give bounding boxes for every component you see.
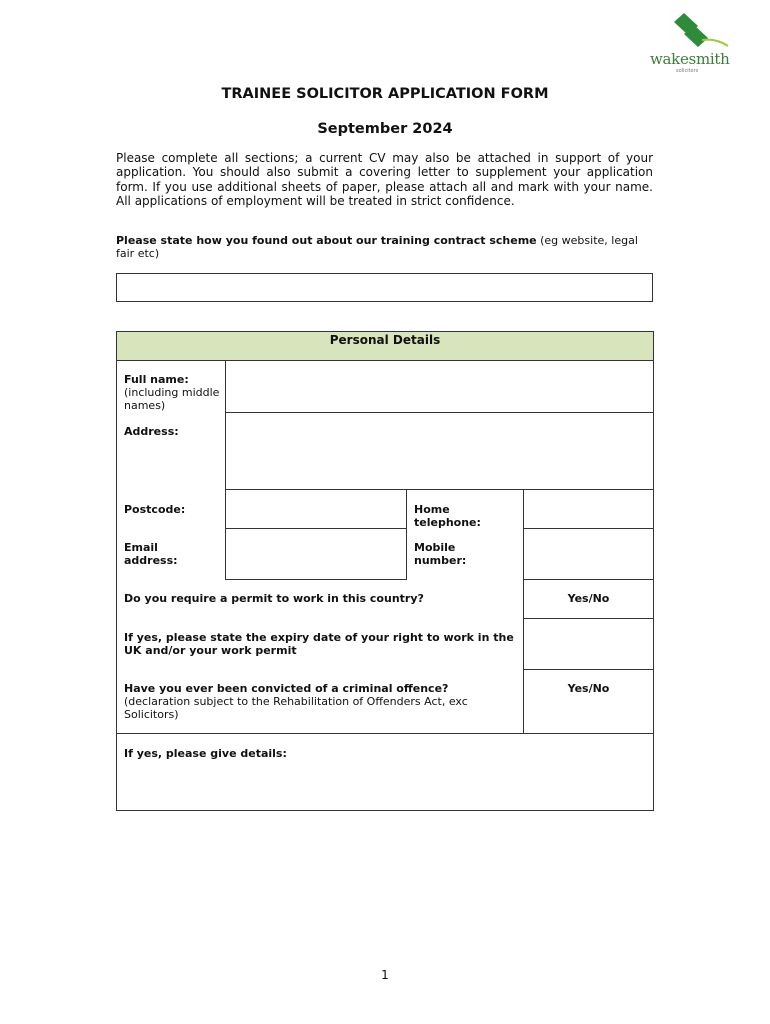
permit-answer	[523, 592, 654, 605]
mobile-field[interactable]	[523, 528, 654, 580]
full-name-hint: (including middle names)	[124, 386, 220, 412]
page-number: 1	[381, 968, 389, 982]
home-telephone-label	[414, 503, 494, 529]
divider	[406, 489, 407, 580]
full-name-label	[124, 373, 220, 412]
details-field[interactable]	[116, 733, 654, 811]
email-label	[124, 541, 194, 567]
permit-question-text: Do you require a permit to work in this country?	[124, 592, 424, 605]
personal-details-title: Personal Details	[329, 333, 441, 347]
logo-subtext: solicitors	[676, 68, 699, 74]
full-name-label-text: Full name:	[124, 373, 189, 386]
email-field[interactable]	[225, 528, 407, 580]
postcode-field[interactable]	[225, 489, 407, 529]
form-subtitle: September 2024	[317, 121, 453, 137]
found-out-hint: (eg website, legal fair etc)	[116, 234, 638, 261]
expiry-question	[124, 631, 516, 657]
email-label-text: Email address:	[124, 541, 178, 567]
address-label-text: Address:	[124, 425, 179, 438]
found-out-field[interactable]	[116, 273, 653, 302]
address-field[interactable]	[225, 412, 654, 490]
postcode-label-text: Postcode:	[124, 503, 186, 516]
found-out-question	[116, 234, 653, 261]
convicted-answer-text: Yes/No	[567, 682, 610, 695]
convicted-answer-cell[interactable]	[523, 669, 654, 734]
convicted-answer	[523, 682, 654, 695]
mobile-label	[414, 541, 484, 567]
convicted-question-text: Have you ever been convicted of a criminal offence?	[124, 682, 449, 695]
permit-answer-text: Yes/No	[567, 592, 610, 605]
home-telephone-field[interactable]	[523, 489, 654, 529]
convicted-hint: (declaration subject to the Rehabilitation of Offenders Act, exc Solicitors)	[124, 695, 468, 721]
expiry-question-text: If yes, please state the expiry date of your right to work in the UK and/or your work permit	[124, 631, 514, 657]
found-out-label: Please state how you found out about our training contract scheme	[116, 234, 537, 247]
permit-question	[124, 592, 424, 605]
intro-paragraph: Please complete all sections; a current CV may also be attached in support of your application. You should also submit a covering letter to supplement your application form. If you use additional sheets of paper, please attach all and mark with your name. All applications of employment will be treated in strict confidence.	[116, 151, 653, 208]
personal-details-header	[116, 331, 654, 361]
full-name-field[interactable]	[225, 360, 654, 413]
address-label	[124, 425, 179, 438]
mobile-label-text: Mobile number:	[414, 541, 467, 567]
expiry-date-field[interactable]	[523, 618, 654, 670]
convicted-question	[124, 682, 516, 721]
home-telephone-label-text: Home telephone:	[414, 503, 481, 529]
logo-text: wakesmith	[650, 50, 730, 68]
details-question-text: If yes, please give details:	[124, 747, 287, 760]
postcode-label	[124, 503, 185, 516]
form-title: TRAINEE SOLICITOR APPLICATION FORM	[221, 86, 549, 102]
